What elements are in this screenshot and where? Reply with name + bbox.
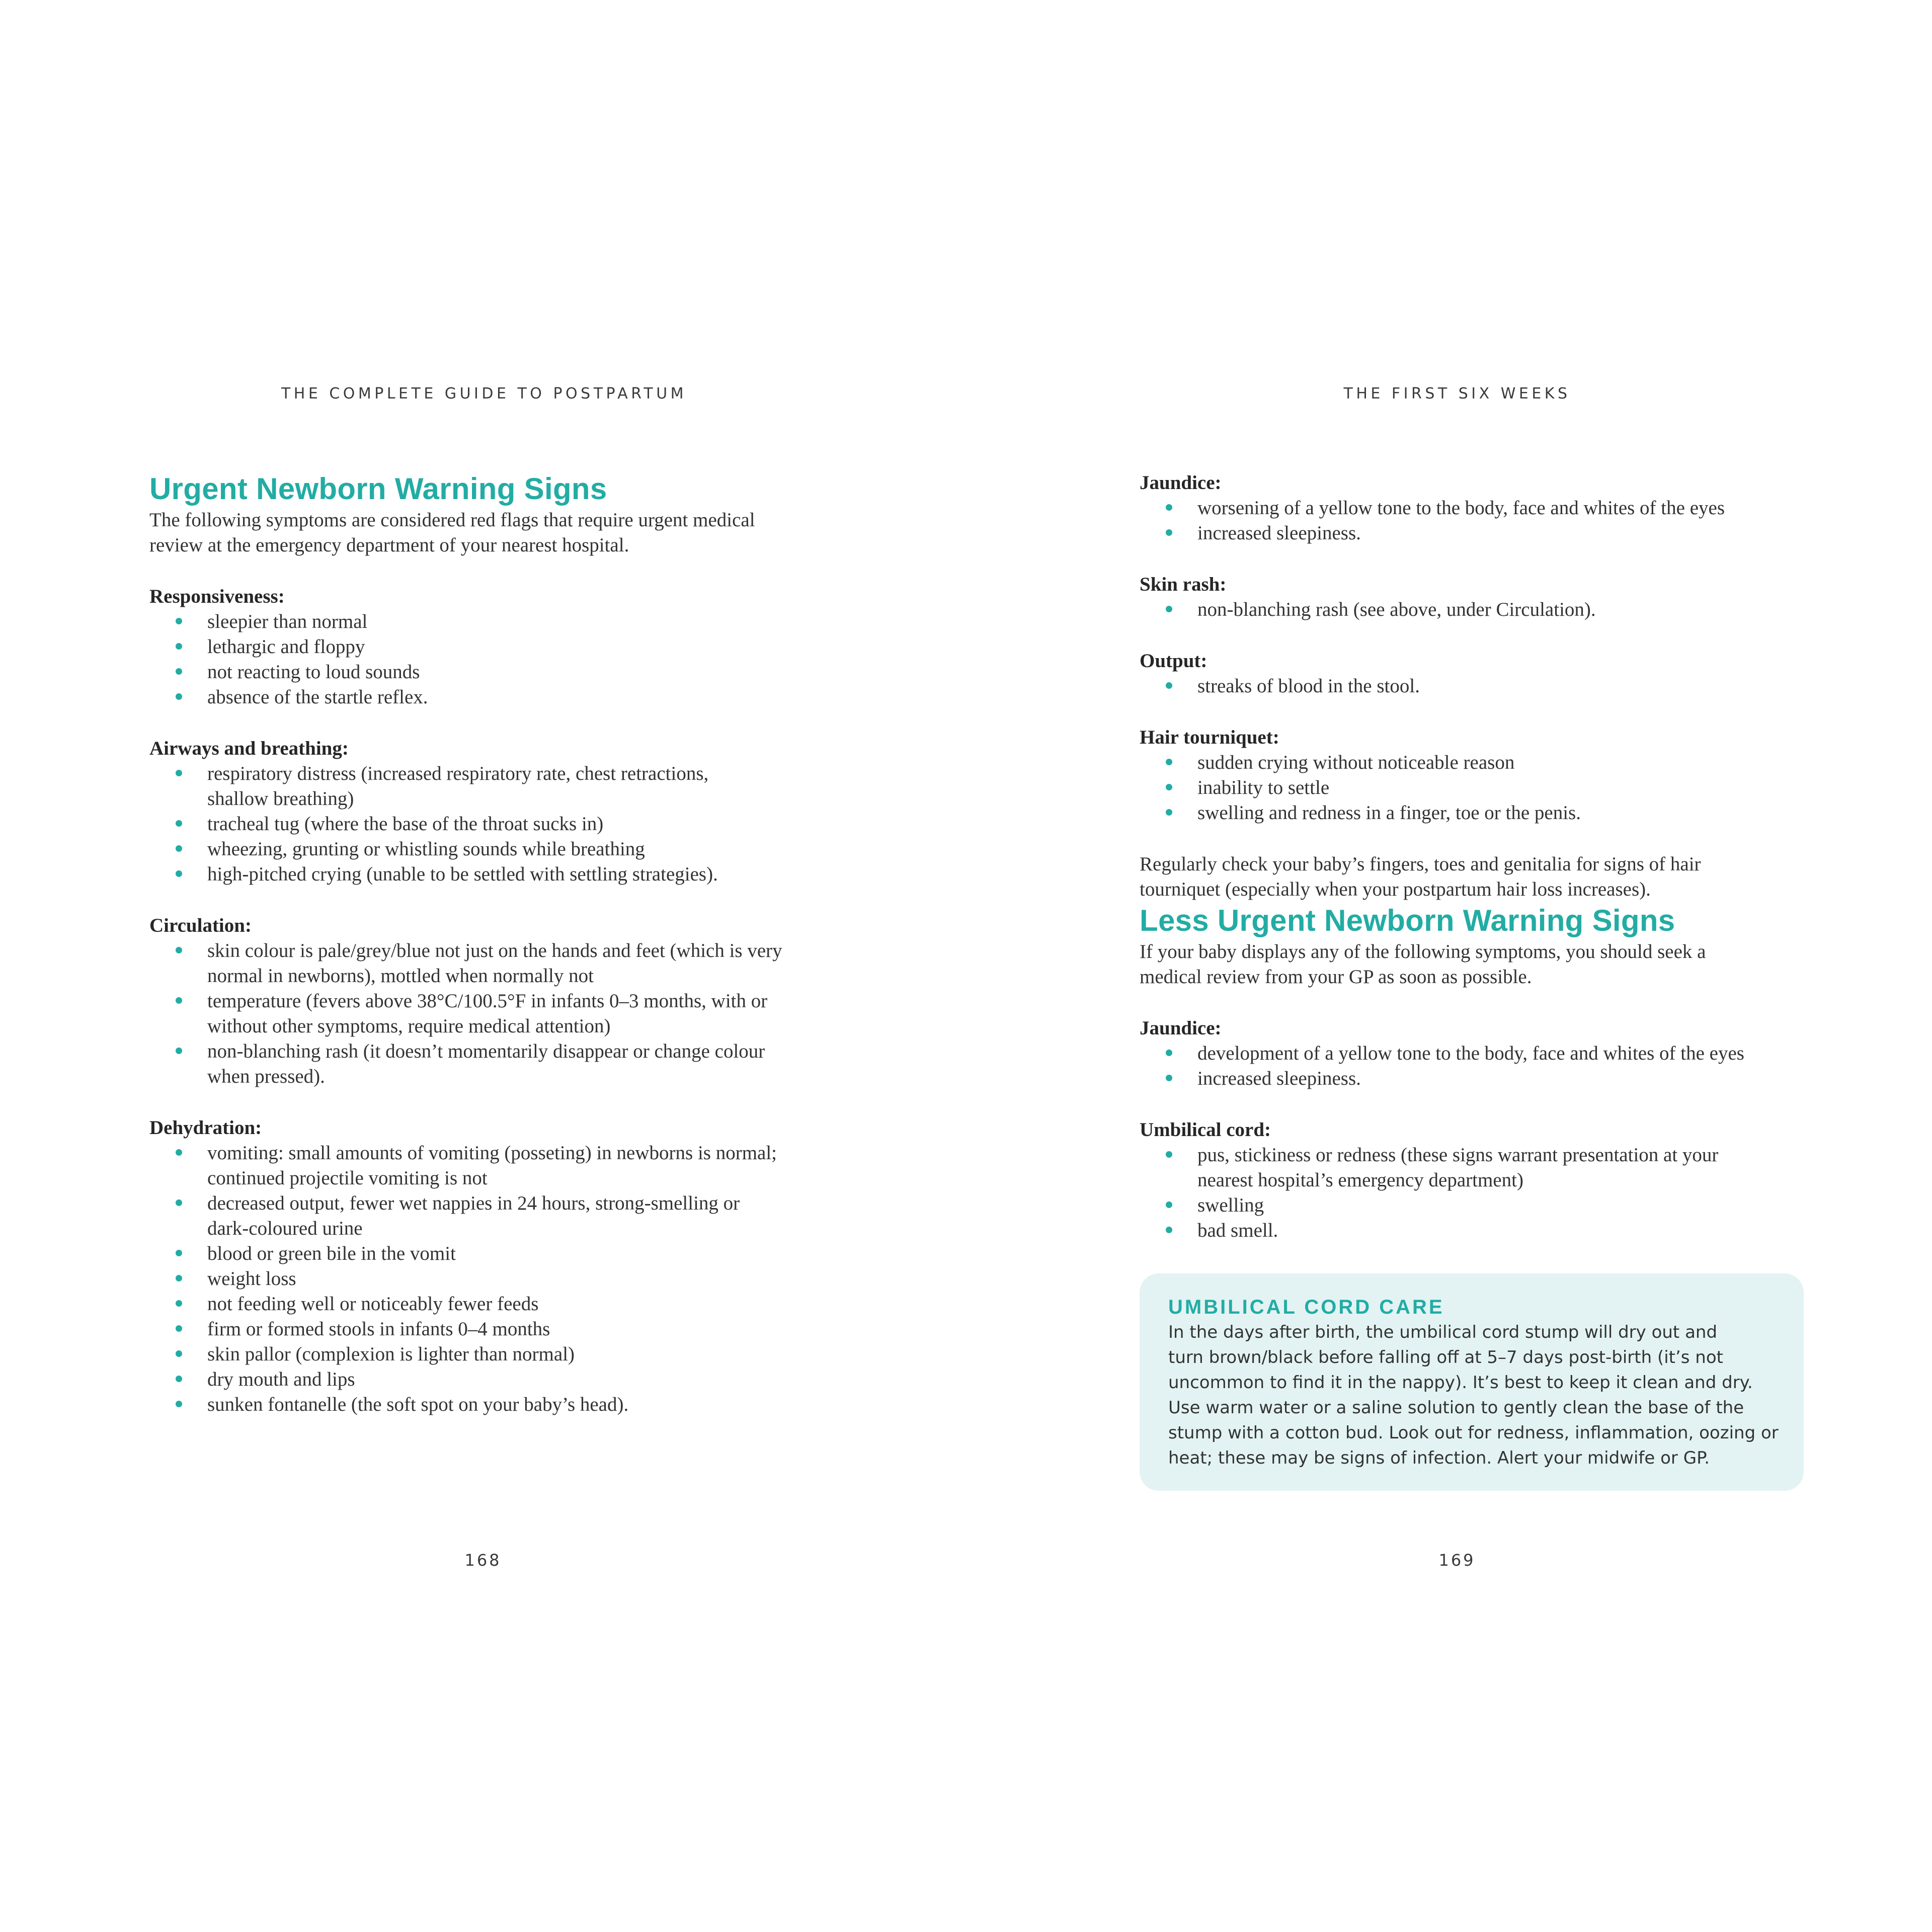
bullet-list (149, 609, 839, 710)
left-column (149, 470, 839, 1417)
list-item: wheezing, grunting or whistling sounds while breathing (207, 837, 839, 862)
running-head-right: THE FIRST SIX WEEKS (1343, 385, 1571, 403)
bullet-list (149, 761, 839, 887)
right-page (966, 0, 1932, 1932)
hair-tourniquet-group (1140, 725, 1829, 826)
page-number-left: 168 (464, 1551, 502, 1570)
bullet-list (1140, 496, 1829, 546)
skin-rash-group (1140, 572, 1829, 622)
list-item: temperature (fevers above 38°C/100.5°F in infants 0–3 months, with or without other symptoms, require medical attention) (207, 989, 839, 1039)
bullet-icon (176, 870, 182, 877)
group-heading: Output: (1140, 650, 1208, 672)
bullet-list (1140, 1041, 1829, 1091)
list-item: sudden crying without noticeable reason (1197, 750, 1829, 775)
bullet-icon (1166, 784, 1172, 790)
bullet-icon (1166, 606, 1172, 612)
bullet-icon (176, 1149, 182, 1156)
group-heading: Jaundice: (1140, 472, 1222, 494)
bullet-icon (176, 643, 182, 650)
bullet-icon (1166, 759, 1172, 765)
responsiveness-group (149, 584, 839, 710)
list-item: not reacting to loud sounds (207, 660, 839, 685)
group-heading: Skin rash: (1140, 574, 1227, 595)
airways-breathing-group (149, 736, 839, 887)
list-item: tracheal tug (where the base of the throat sucks in) (207, 812, 839, 837)
list-item: high-pitched crying (unable to be settled with settling strategies). (207, 862, 839, 887)
bullet-icon (176, 1048, 182, 1054)
list-item: sleepier than normal (207, 609, 839, 634)
group-heading: Hair tourniquet: (1140, 727, 1279, 748)
tourniquet-note: Regularly check your baby’s fingers, toes and genitalia for signs of hair tourniquet (especially when your postpartum hair loss increases). (1140, 853, 1701, 900)
group-heading: Umbilical cord: (1140, 1119, 1271, 1141)
bullet-icon (176, 1300, 182, 1307)
group-heading: Responsiveness: (149, 586, 285, 607)
bullet-icon (176, 1376, 182, 1382)
list-item: non-blanching rash (see above, under Circulation). (1197, 597, 1829, 622)
list-item: dry mouth and lips (207, 1367, 839, 1392)
bullet-list (1140, 674, 1829, 699)
bullet-list (1140, 1143, 1829, 1243)
jaundice-group (1140, 470, 1829, 546)
bullet-icon (1166, 1151, 1172, 1158)
urgent-signs-intro: The following symptoms are considered red flags that require urgent medical review at the emergency department of your nearest hospital. (149, 509, 755, 556)
list-item: blood or green bile in the vomit (207, 1241, 839, 1266)
bullet-icon (176, 1199, 182, 1206)
bullet-icon (176, 770, 182, 776)
list-item: bad smell. (1197, 1218, 1829, 1243)
list-item: development of a yellow tone to the body, face and whites of the eyes (1197, 1041, 1829, 1066)
bullet-icon (176, 1401, 182, 1407)
care-box-text: In the days after birth, the umbilical cord stump will dry out and turn brown/black before falling off at 5–7 days post-birth (it’s not uncommon to find it in the nappy). It’s best to keep it clean and dry. Use warm water or a saline solution to gently clean the base of the stump with a cotton bud. Look out for redness, inflammation, oozing or heat; these may be signs of infection. Alert your midwife or GP. (1168, 1322, 1779, 1468)
group-heading: Airways and breathing: (149, 738, 349, 759)
bullet-list (149, 1141, 839, 1417)
list-item: swelling (1197, 1193, 1829, 1218)
less-urgent-jaundice-group (1140, 1016, 1829, 1091)
bullet-icon (176, 947, 182, 953)
bullet-icon (176, 1350, 182, 1357)
bullet-icon (1166, 529, 1172, 536)
bullet-icon (176, 997, 182, 1004)
circulation-group (149, 913, 839, 1089)
bullet-icon (176, 668, 182, 675)
bullet-icon (176, 1275, 182, 1281)
umbilical-cord-group (1140, 1117, 1829, 1243)
list-item: firm or formed stools in infants 0–4 months (207, 1317, 839, 1342)
list-item: streaks of blood in the stool. (1197, 674, 1829, 699)
list-item: swelling and redness in a finger, toe or the penis. (1197, 800, 1829, 826)
group-heading: Circulation: (149, 915, 252, 936)
list-item: decreased output, fewer wet nappies in 24 hours, strong-smelling or dark-coloured urine (207, 1191, 839, 1241)
bullet-icon (1166, 1227, 1172, 1233)
list-item: vomiting: small amounts of vomiting (posseting) in newborns is normal; continued projectile vomiting is not (207, 1141, 839, 1191)
care-box-title: UMBILICAL CORD CARE (1168, 1296, 1444, 1318)
bullet-icon (176, 693, 182, 700)
less-urgent-signs-title: Less Urgent Newborn Warning Signs (1140, 904, 1675, 937)
list-item: increased sleepiness. (1197, 521, 1829, 546)
bullet-list (149, 938, 839, 1089)
bullet-icon (176, 845, 182, 852)
bullet-icon (1166, 682, 1172, 689)
bullet-icon (176, 618, 182, 624)
right-column (1140, 470, 1829, 1491)
bullet-list (1140, 750, 1829, 826)
bullet-icon (1166, 1050, 1172, 1056)
running-head-left: THE COMPLETE GUIDE TO POSTPARTUM (281, 385, 687, 403)
output-group (1140, 649, 1829, 699)
list-item: worsening of a yellow tone to the body, face and whites of the eyes (1197, 496, 1829, 521)
list-item: absence of the startle reflex. (207, 685, 839, 710)
group-heading: Dehydration: (149, 1117, 262, 1139)
urgent-signs-title: Urgent Newborn Warning Signs (149, 472, 607, 506)
list-item: not feeding well or noticeably fewer feeds (207, 1292, 839, 1317)
bullet-list (1140, 597, 1829, 622)
list-item: skin pallor (complexion is lighter than normal) (207, 1342, 839, 1367)
list-item: pus, stickiness or redness (these signs warrant presentation at your nearest hospital’s emergency department) (1197, 1143, 1829, 1193)
bullet-icon (176, 1325, 182, 1332)
bullet-icon (176, 820, 182, 827)
list-item: respiratory distress (increased respiratory rate, chest retractions, shallow breathing) (207, 761, 839, 812)
bullet-icon (1166, 504, 1172, 511)
umbilical-cord-care-box (1140, 1273, 1804, 1491)
list-item: weight loss (207, 1266, 839, 1292)
list-item: sunken fontanelle (the soft spot on your baby’s head). (207, 1392, 839, 1417)
list-item: increased sleepiness. (1197, 1066, 1829, 1091)
bullet-icon (176, 1250, 182, 1256)
bullet-icon (1166, 809, 1172, 816)
group-heading: Jaundice: (1140, 1017, 1222, 1039)
list-item: skin colour is pale/grey/blue not just on the hands and feet (which is very normal in newborns), mottled when normally not (207, 938, 839, 989)
bullet-icon (1166, 1075, 1172, 1081)
list-item: lethargic and floppy (207, 634, 839, 660)
bullet-icon (1166, 1201, 1172, 1208)
less-urgent-signs-intro: If your baby displays any of the following symptoms, you should seek a medical review from your GP as soon as possible. (1140, 941, 1706, 988)
list-item: inability to settle (1197, 775, 1829, 800)
dehydration-group (149, 1115, 839, 1417)
page-number-right: 169 (1438, 1551, 1476, 1570)
list-item: non-blanching rash (it doesn’t momentarily disappear or change colour when pressed). (207, 1039, 839, 1089)
